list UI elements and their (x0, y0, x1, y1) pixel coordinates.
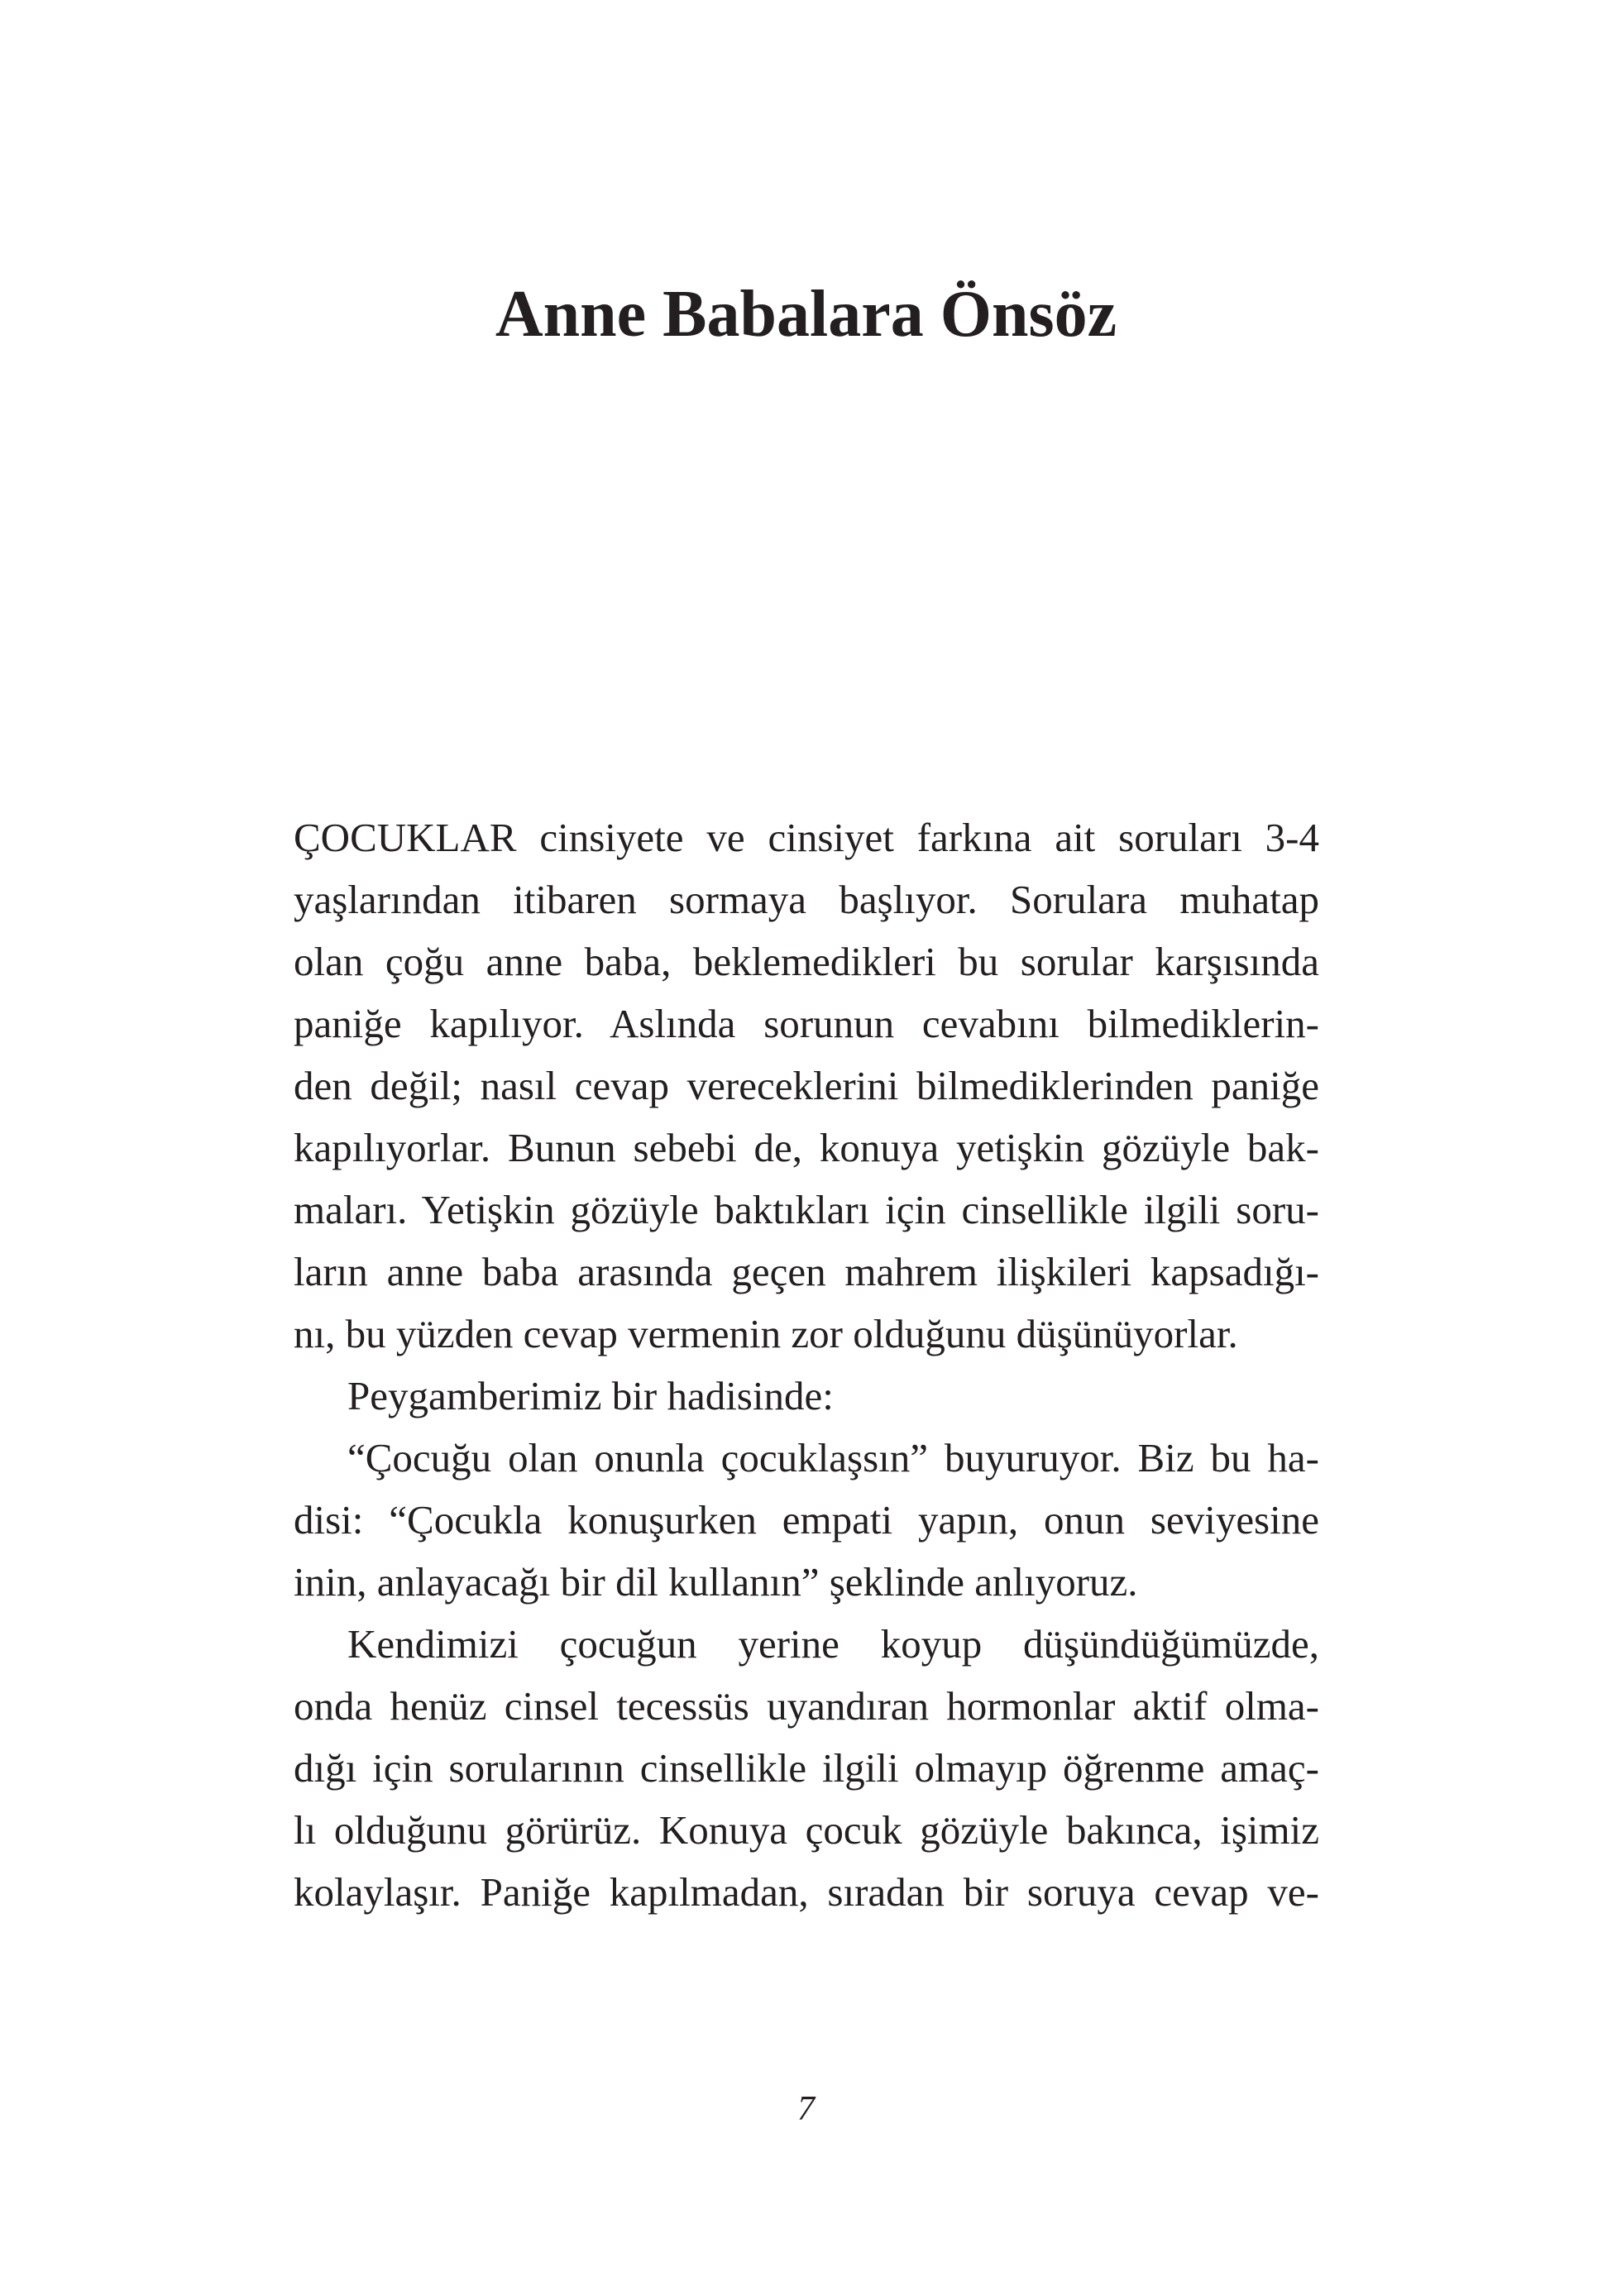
text-line: lı olduğunu görürüz. Konuya çocuk gözüyle bakınca, işimiz (294, 1807, 1319, 1853)
text-line: maları. Yetişkin gözüyle baktıkları için cinsellikle ilgili soru- (294, 1187, 1319, 1232)
text-line: nı, bu yüzden cevap vermenin zor olduğunu düşünüyorlar. (294, 1311, 1238, 1356)
text-line: yaşlarından itibaren sormaya başlıyor. Sorulara muhatap (294, 877, 1319, 922)
text-line: den değil; nasıl cevap vereceklerini bilmediklerinden paniğe (294, 1063, 1319, 1108)
text-line: kapılıyorlar. Bunun sebebi de, konuya yetişkin gözüyle bak- (294, 1125, 1319, 1170)
text-line: kolaylaşır. Paniğe kapılmadan, sıradan bir soruya cevap ve- (294, 1869, 1319, 1915)
text-line: ların anne baba arasında geçen mahrem ilişkileri kapsadığı- (294, 1249, 1319, 1294)
text-line: inin, anlayacağı bir dil kullanın” şeklinde anlıyoruz. (294, 1559, 1138, 1605)
paragraph (294, 806, 1319, 1365)
page-title: Anne Babalara Önsöz (495, 278, 1117, 351)
paragraph (294, 1427, 1319, 1613)
text-line: paniğe kapılıyor. Aslında sorunun cevabını bilmediklerin- (294, 1001, 1319, 1046)
body-text (294, 806, 1319, 1923)
page-number: 7 (797, 2090, 815, 2128)
text-line: ÇOCUKLAR cinsiyete ve cinsiyet farkına ait soruları 3-4 (294, 815, 1319, 860)
text-line: dığı için sorularının cinsellikle ilgili olmayıp öğrenme amaç- (294, 1745, 1319, 1791)
text-line: Peygamberimiz bir hadisinde: (347, 1373, 834, 1418)
text-line: Kendimizi çocuğun yerine koyup düşündüğümüzde, (347, 1621, 1319, 1667)
text-line: onda henüz cinsel tecessüs uyandıran hormonlar aktif olma- (294, 1683, 1319, 1729)
text-line: “Çocuğu olan onunla çocuklaşsın” buyuruyor. Biz bu ha- (347, 1435, 1319, 1480)
paragraph (294, 1365, 1319, 1427)
paragraph (294, 1613, 1319, 1923)
text-line: olan çoğu anne baba, beklemedikleri bu sorular karşısında (294, 939, 1319, 984)
text-line: disi: “Çocukla konuşurken empati yapın, onun seviyesine (294, 1497, 1319, 1543)
